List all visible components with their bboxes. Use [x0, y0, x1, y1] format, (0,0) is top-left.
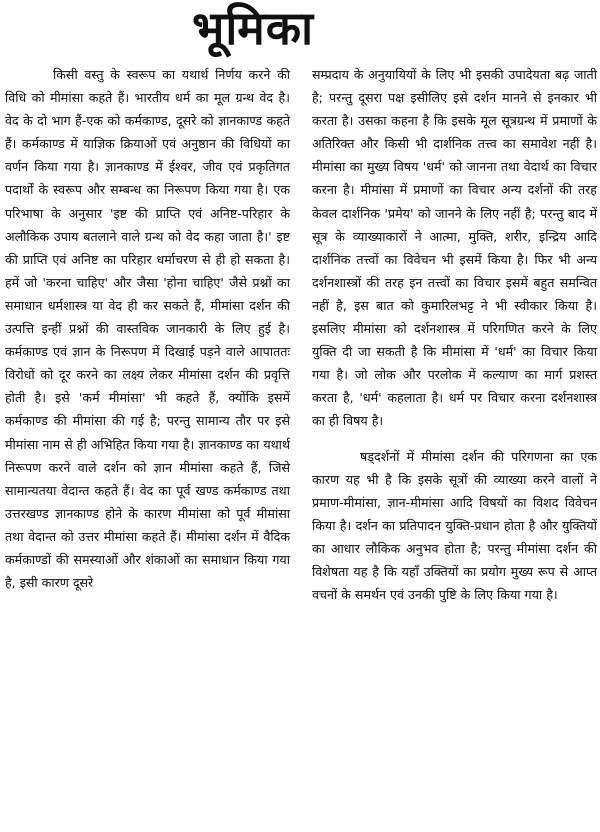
paragraph: किसी वस्तु के स्वरूप का यथार्थ निर्णय करने की विधि को मीमांसा कहते हैं। भारतीय धर्म का मूल ग्रन्थ वेद है। वेद के दो भाग हैं-एक को कर्मकाण्ड, दूसरे को ज्ञानकाण्ड कहते हैं। कर्मकाण्ड में याज्ञिक क्रियाओं एवं अनुष्ठान की विधियों का वर्णन किया गया है। ज्ञानकाण्ड में ईश्वर, जीव एवं प्रकृतिगत पदार्थों के स्वरूप और सम्बन्ध का निरूपण किया गया है। एक परिभाषा के अनुसार 'इष्ट की प्राप्ति एवं अनिष्ट-परिहार के अलौकिक उपाय बतलाने वाले ग्रन्थ को वेद कहा जाता है।' इष्ट की प्राप्ति एवं अनिष्ट का परिहार धर्माचरण से ही हो सकता है। हमें जो 'करना चाहिए' और जैसा 'होना चाहिए' जैसे प्रश्नों का समाधान धर्मशास्त्र या वेद ही कर सकते हैं, मीमांसा दर्शन की उत्पत्ति इन्हीं प्रश्नों की वास्तविक जानकारी के लिए हुई है। कर्मकाण्ड एवं ज्ञान के निरूपण में दिखाई पड़ने वाले आपाततः विरोधों को दूर करने का लक्ष्य लेकर मीमांसा दर्शन की प्रवृत्ति होती है। इसे 'कर्म मीमांसा' भी कहते हैं, क्योंकि इसमें कर्मकाण्ड की मीमांसा की गई है; परन्तु सामान्य तौर पर इसे मीमांसा नाम से ही अभिहित किया गया है। ज्ञानकाण्ड का यथार्थ निरूपण करने वाले दर्शन को ज्ञान मीमांसा कहते हैं, जिसे सामान्यतया वेदान्त कहते हैं। वेद का पूर्व खण्ड कर्मकाण्ड तथा उत्तरखण्ड ज्ञानकाण्ड होने के कारण मीमांसा को पूर्व मीमांसा तथा वेदान्त को उत्तर मीमांसा कहते हैं। मीमांसा दर्शन में वैदिक कर्मकाण्डों की समस्याओं और शंकाओं का समाधान किया गया है, इसी कारण दूसरे: [5, 67, 290, 591]
right-column: [312, 63, 597, 606]
page-title: भूमिका: [192, 1, 315, 55]
left-column: [5, 63, 290, 594]
paragraph: सम्प्रदाय के अनुयायियों के लिए भी इसकी उपादेयता बढ़ जाती है; परन्तु दूसरा पक्ष इसीलिए इसे दर्शन मानने से इनकार भी करता है। उसका कहना है कि इसके मूल सूत्रग्रन्थ में प्रमाणों के अतिरिक्त और किसी भी दार्शनिक तत्त्व का समावेश नहीं है। मीमांसा का मुख्य विषय 'धर्म' को जानना तथा वेदार्थ का विचार करना है। मीमांसा में प्रमाणों का विचार अन्य दर्शनों की तरह केवल दार्शनिक 'प्रमेय' को जानने के लिए नहीं है; परन्तु बाद में सूत्र के व्याख्याकारों ने आत्मा, मुक्ति, शरीर, इन्द्रिय आदि दार्शनिक तत्त्वों का विवेचन भी इसमें किया है। फिर भी अन्य दर्शनशास्त्रों की तरह इन तत्त्वों का विचार इसमें बहुत समन्वित नहीं है, इस बात को कुमारिलभट्ट ने भी स्वीकार किया है। इसलिए मीमांसा को दर्शनशास्त्र में परिगणित करने के लिए युक्ति दी जा सकती है कि मीमांसा में 'धर्म' का विचार किया गया है। जो लोक और परलोक में कल्याण का मार्ग प्रशस्त करता है, 'धर्म' कहलाता है। धर्म पर विचार करना दर्शनशास्त्र का ही विषय है।: [312, 67, 597, 429]
paragraph: षड्दर्शनों में मीमांसा दर्शन की परिगणना का एक कारण यह भी है कि इसके सूत्रों की व्याख्या करने वालों ने प्रमाण-मीमांसा, ज्ञान-मीमांसा आदि विषयों का विशद विवेचन किया है। दर्शन का प्रतिपादन युक्ति-प्रधान होता है और युक्तियों का आधार लौकिक अनुभव होता है; परन्तु मीमांसा दर्शन की विशेषता यह है कि यहाँ उक्तियों का प्रयोग मुख्य रूप से आप्त वचनों के समर्थन एवं उनकी पुष्टि के लिए किया गया है।: [312, 448, 597, 603]
